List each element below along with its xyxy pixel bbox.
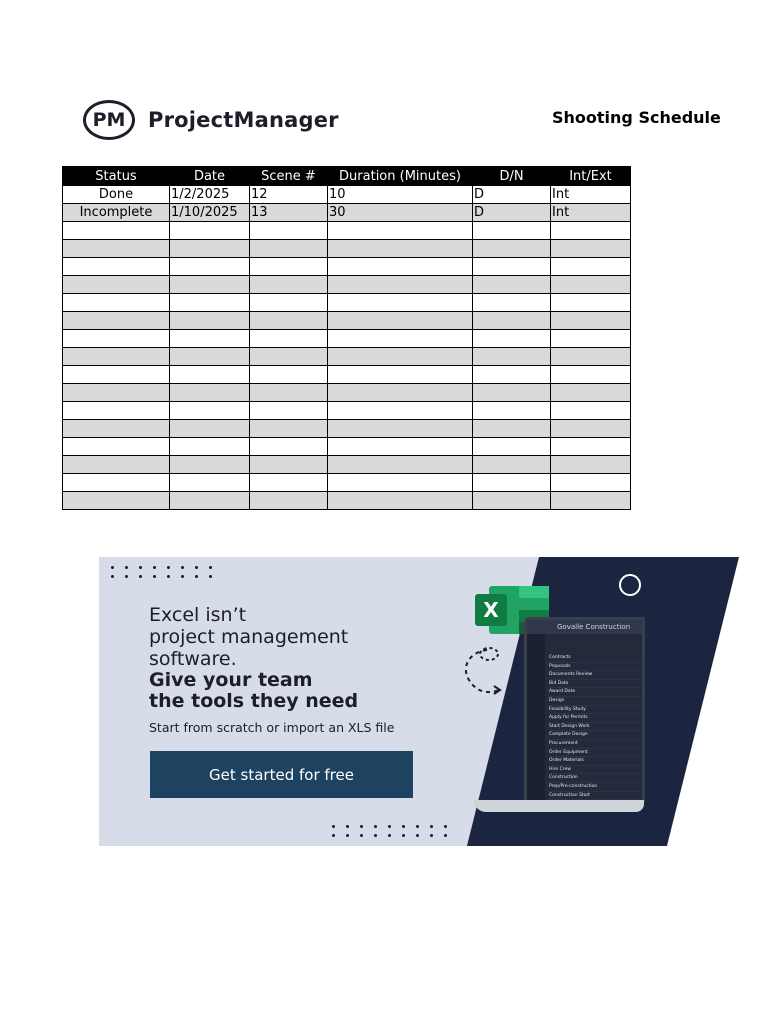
table-cell[interactable]	[551, 222, 631, 240]
column-header: D/N	[473, 167, 551, 186]
logo-wordmark: ProjectManager	[148, 108, 339, 132]
get-started-button[interactable]: Get started for free	[150, 751, 413, 798]
dot	[209, 575, 212, 578]
table-cell[interactable]	[170, 366, 250, 384]
projectmanager-logo	[73, 90, 375, 150]
table-cell[interactable]	[170, 456, 250, 474]
table-cell[interactable]	[250, 348, 328, 366]
table-cell[interactable]	[473, 294, 551, 312]
table-cell[interactable]	[250, 384, 328, 402]
table-cell[interactable]: 1/10/2025	[170, 204, 250, 222]
table-cell[interactable]	[250, 438, 328, 456]
dot	[139, 575, 142, 578]
table-cell[interactable]	[63, 330, 170, 348]
table-cell[interactable]	[63, 348, 170, 366]
dot	[209, 566, 212, 569]
table-row	[63, 186, 631, 204]
dot	[181, 575, 184, 578]
table-cell[interactable]: Incomplete	[63, 204, 170, 222]
table-cell[interactable]: 1/2/2025	[170, 186, 250, 204]
screen-task-row: Order Equipment	[549, 749, 642, 758]
dot	[153, 566, 156, 569]
table-row	[63, 492, 631, 510]
table-cell[interactable]	[250, 222, 328, 240]
table-cell[interactable]	[473, 384, 551, 402]
table-cell[interactable]	[250, 330, 328, 348]
table-cell[interactable]	[63, 276, 170, 294]
table-cell[interactable]	[473, 276, 551, 294]
table-cell[interactable]	[170, 402, 250, 420]
table-cell[interactable]	[63, 222, 170, 240]
table-cell[interactable]	[473, 258, 551, 276]
table-cell[interactable]	[250, 258, 328, 276]
table-cell[interactable]	[250, 492, 328, 510]
table-cell[interactable]	[250, 474, 328, 492]
table-cell[interactable]	[551, 276, 631, 294]
table-header-row	[63, 167, 631, 186]
dot	[346, 834, 349, 837]
table-cell[interactable]	[328, 456, 473, 474]
column-header: Status	[63, 167, 170, 186]
table-cell[interactable]	[250, 294, 328, 312]
table-cell[interactable]	[170, 294, 250, 312]
table-cell[interactable]	[250, 240, 328, 258]
table-cell[interactable]	[328, 222, 473, 240]
column-header: Int/Ext	[551, 167, 631, 186]
table-cell[interactable]	[63, 258, 170, 276]
table-cell[interactable]	[63, 402, 170, 420]
screen-task-row: Apply for Permits	[549, 714, 642, 723]
dot	[167, 566, 170, 569]
dot	[444, 825, 447, 828]
table-cell[interactable]: 13	[250, 204, 328, 222]
screen-task-row: Bid Date	[549, 680, 642, 689]
dot	[430, 834, 433, 837]
table-cell[interactable]	[551, 330, 631, 348]
dot	[402, 825, 405, 828]
table-row	[63, 330, 631, 348]
promo-banner[interactable]	[99, 557, 631, 846]
table-cell[interactable]	[170, 492, 250, 510]
banner-subtitle: Start from scratch or import an XLS file	[149, 720, 395, 735]
table-cell[interactable]	[473, 366, 551, 384]
table-cell[interactable]	[63, 420, 170, 438]
table-cell[interactable]	[170, 474, 250, 492]
table-cell[interactable]	[551, 384, 631, 402]
decorative-dots	[111, 566, 223, 578]
table-row	[63, 474, 631, 492]
table-row	[63, 312, 631, 330]
table-cell[interactable]: D	[473, 204, 551, 222]
table-cell[interactable]	[170, 438, 250, 456]
table-cell[interactable]	[63, 474, 170, 492]
screen-task-list	[549, 654, 642, 800]
table-cell[interactable]: Int	[551, 186, 631, 204]
laptop-screenshot	[524, 617, 644, 817]
dot	[402, 834, 405, 837]
table-cell[interactable]	[551, 294, 631, 312]
table-cell[interactable]	[170, 384, 250, 402]
dot	[360, 834, 363, 837]
dot	[332, 825, 335, 828]
dot	[111, 566, 114, 569]
table-cell[interactable]	[551, 474, 631, 492]
table-cell[interactable]	[63, 366, 170, 384]
table-cell[interactable]	[63, 240, 170, 258]
table-cell[interactable]	[250, 276, 328, 294]
screen-task-row: Start Design Work	[549, 723, 642, 732]
table-row	[63, 348, 631, 366]
table-cell[interactable]: Int	[551, 204, 631, 222]
table-cell[interactable]	[250, 420, 328, 438]
table-row	[63, 384, 631, 402]
column-header: Scene #	[250, 167, 328, 186]
dot	[374, 834, 377, 837]
table-cell[interactable]	[250, 402, 328, 420]
decorative-dots	[332, 825, 458, 837]
table-cell[interactable]	[328, 240, 473, 258]
table-cell[interactable]	[473, 402, 551, 420]
screen-task-row: Hire Crew	[549, 766, 642, 775]
table-cell[interactable]	[551, 492, 631, 510]
table-cell[interactable]	[63, 384, 170, 402]
dot	[360, 825, 363, 828]
dot	[181, 566, 184, 569]
table-cell[interactable]	[473, 348, 551, 366]
table-row	[63, 366, 631, 384]
table-cell[interactable]	[473, 240, 551, 258]
table-cell[interactable]	[551, 438, 631, 456]
table-cell[interactable]	[551, 456, 631, 474]
dot	[111, 575, 114, 578]
screen-title: Govalle Construction	[527, 620, 642, 634]
table-cell[interactable]	[63, 294, 170, 312]
table-cell[interactable]	[328, 330, 473, 348]
table-cell[interactable]	[328, 366, 473, 384]
table-cell[interactable]	[328, 276, 473, 294]
screen-task-row: Documents Review	[549, 671, 642, 680]
table-row	[63, 240, 631, 258]
dot	[125, 566, 128, 569]
dot	[374, 825, 377, 828]
table-row	[63, 402, 631, 420]
table-cell[interactable]	[170, 348, 250, 366]
column-header: Duration (Minutes)	[328, 167, 473, 186]
table-cell[interactable]	[328, 348, 473, 366]
screen-task-row: Design	[549, 697, 642, 706]
table-cell[interactable]	[473, 492, 551, 510]
laptop-base	[474, 800, 644, 812]
table-cell[interactable]	[328, 492, 473, 510]
table-cell[interactable]	[170, 312, 250, 330]
table-cell[interactable]	[473, 420, 551, 438]
page-title: Shooting Schedule	[552, 108, 721, 127]
table-cell[interactable]	[170, 222, 250, 240]
table-cell[interactable]	[473, 474, 551, 492]
dot	[332, 834, 335, 837]
table-cell[interactable]	[170, 240, 250, 258]
banner-headline-bold: Give your team	[149, 669, 313, 691]
table-cell[interactable]	[63, 492, 170, 510]
dot	[139, 566, 142, 569]
dot	[346, 825, 349, 828]
dot	[167, 575, 170, 578]
banner-headline-line: software.	[149, 648, 237, 670]
dot	[125, 575, 128, 578]
table-cell[interactable]: 10	[328, 186, 473, 204]
screen-task-row: Contracts	[549, 654, 642, 663]
banner-headline-line: project management	[149, 626, 349, 648]
table-body	[63, 186, 631, 510]
table-cell[interactable]	[250, 366, 328, 384]
circle-icon	[619, 574, 641, 596]
table-cell[interactable]	[250, 456, 328, 474]
table-cell[interactable]	[551, 420, 631, 438]
screen-task-row: Feasibility Study	[549, 706, 642, 715]
dot	[388, 834, 391, 837]
app-screen	[524, 617, 645, 803]
table-row	[63, 204, 631, 222]
table-cell[interactable]	[170, 258, 250, 276]
table-cell[interactable]: 12	[250, 186, 328, 204]
dot	[444, 834, 447, 837]
dot	[153, 575, 156, 578]
table-row	[63, 294, 631, 312]
table-cell[interactable]	[551, 240, 631, 258]
table-cell[interactable]	[551, 402, 631, 420]
table-cell[interactable]	[170, 420, 250, 438]
table-cell[interactable]	[63, 438, 170, 456]
table-cell[interactable]	[328, 474, 473, 492]
dot	[430, 825, 433, 828]
dot	[195, 566, 198, 569]
screen-task-row: Procurement	[549, 740, 642, 749]
table-cell[interactable]	[551, 312, 631, 330]
screen-task-row: Complete Design	[549, 731, 642, 740]
screen-sidebar	[527, 634, 545, 804]
table-cell[interactable]	[473, 222, 551, 240]
table-cell[interactable]	[328, 402, 473, 420]
screen-task-row: Order Materials	[549, 757, 642, 766]
table-cell[interactable]	[473, 312, 551, 330]
dot	[416, 825, 419, 828]
table-cell[interactable]	[63, 456, 170, 474]
table-cell[interactable]	[170, 330, 250, 348]
screen-task-row: Prep/Pre-construction	[549, 783, 642, 792]
table-cell[interactable]: D	[473, 186, 551, 204]
banner-headline-bold: the tools they need	[149, 690, 359, 712]
table-cell[interactable]	[473, 330, 551, 348]
table-cell[interactable]	[328, 384, 473, 402]
table-cell[interactable]	[551, 258, 631, 276]
table-cell[interactable]	[473, 456, 551, 474]
banner-headline-line: Excel isn’t	[149, 604, 247, 626]
table-cell[interactable]: 30	[328, 204, 473, 222]
dot	[195, 575, 198, 578]
table-row	[63, 258, 631, 276]
table-row	[63, 222, 631, 240]
dot	[388, 825, 391, 828]
table-cell[interactable]	[328, 258, 473, 276]
shooting-schedule-table	[62, 166, 631, 510]
table-cell[interactable]	[250, 312, 328, 330]
table-cell[interactable]	[551, 366, 631, 384]
pm-logo-mark: PM	[83, 100, 135, 140]
screen-task-row: Construction	[549, 774, 642, 783]
table-row	[63, 456, 631, 474]
screen-task-row: Proposals	[549, 663, 642, 672]
table-cell[interactable]: Done	[63, 186, 170, 204]
table-cell[interactable]	[170, 276, 250, 294]
excel-x-badge: X	[475, 594, 507, 626]
table-row	[63, 420, 631, 438]
screen-task-row: Construction Start	[549, 792, 642, 801]
screen-task-row: Award Date	[549, 688, 642, 697]
table-cell[interactable]	[328, 420, 473, 438]
table-row	[63, 276, 631, 294]
table-cell[interactable]	[63, 312, 170, 330]
column-header: Date	[170, 167, 250, 186]
table-cell[interactable]	[328, 312, 473, 330]
dashed-arrow-icon	[459, 642, 509, 702]
table-row	[63, 438, 631, 456]
dot	[416, 834, 419, 837]
table-cell[interactable]	[473, 438, 551, 456]
table-cell[interactable]	[328, 438, 473, 456]
table-cell[interactable]	[551, 348, 631, 366]
table-cell[interactable]	[328, 294, 473, 312]
